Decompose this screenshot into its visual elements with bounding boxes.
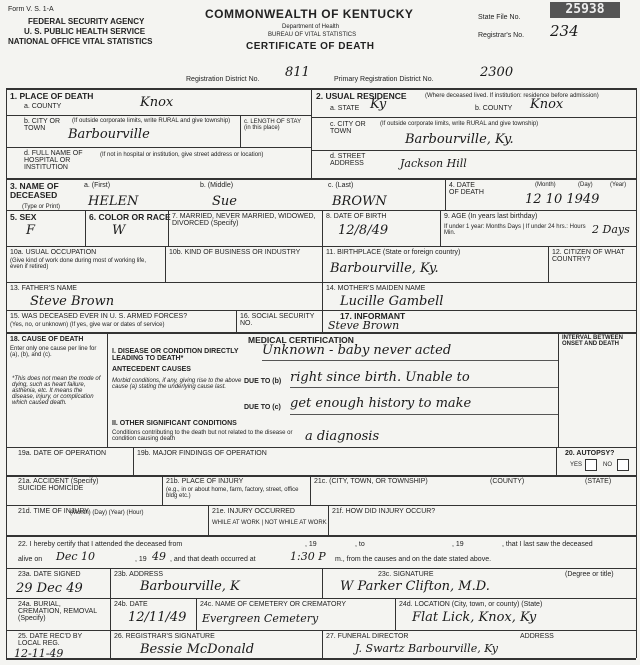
cell-divider [208,505,209,535]
usual-residence-note: (Where deceased lived. If institution: residence before admission) [425,93,599,99]
cause-line-a: Unknown - baby never acted [262,343,452,358]
certify-statement-8: m., from the causes and on the date stated above. [335,556,492,563]
cell-divider [133,447,134,475]
residence-city-note: (If outside corporate limits, write RURAL and give township) [380,121,539,127]
date-received-label: 25. DATE REC'D BY LOCAL REG. [18,633,83,647]
cell-divider [162,475,163,505]
first-name-value: HELEN [88,194,139,209]
cause-of-death-label: 18. CAUSE OF DEATH [10,336,84,343]
age-value: 2 Days [592,223,630,236]
agency-line-2: U. S. PUBLIC HEALTH SERVICE [24,27,146,36]
injury-time-columns: (Month) (Day) (Year) (Hour) [70,510,144,516]
cause-line-c: get enough history to make [290,396,472,411]
cause-disclaimer: *This does not mean the mode of dying, such as heart failure, asthenia, etc. It means the disease, injury, or complication which caused death. [12,376,101,406]
death-city-note: (If outside corporate limits, write RURAL and give township) [72,118,231,124]
injury-occurred-label: 21e. INJURY OCCURRED [212,508,295,515]
section-rule [6,475,636,477]
registrar-number-label: Registrar's No. [478,32,525,39]
dod-month-label: (Month) [535,182,556,188]
state-file-label: State File No. [478,14,521,21]
residence-state-label: a. STATE [330,105,360,112]
autopsy-label: 20. AUTOPSY? [565,450,615,457]
age-sublabel: If under 1 year: Months Days | If under 24 hrs.: Hours Min. [444,224,586,236]
certify-statement-1: 22. I hereby certify that I attended the deceased from [18,541,183,548]
certify-statement-4: , 19 [452,541,464,548]
certify-statement-2: , 19 [305,541,317,548]
antecedent-note: Morbid conditions, if any, giving rise to the above cause (a) stating the underlying cause last. [112,378,242,390]
dod-year-label: (Year) [610,182,627,188]
street-address-value: Jackson Hill [400,157,467,170]
burial-location-value: Flat Lick, Knox, Ky [412,610,537,625]
date-received-value: 12-11-49 [14,647,64,660]
address-label: 23b. ADDRESS [114,571,164,578]
cell-divider [322,568,323,598]
state-title: COMMONWEALTH OF KENTUCKY [205,7,414,21]
cell-divider [196,598,197,630]
signature-label: 23c. SIGNATURE [378,571,434,578]
mother-value: Lucille Gambell [340,294,444,309]
injury-place-note: (e.g., in or about home, farm, factory, street, office bldg etc.) [166,487,299,499]
part-two-note: Conditions contributing to the death but not related to the disease or condition causing death [112,430,293,442]
frame-bottom-rule [6,658,636,660]
dod-day-label: (Day) [578,182,593,188]
cell-divider [328,505,329,535]
date-signed-value: 29 Dec 49 [16,581,83,596]
injury-time-label: 21d. TIME OF INJURY [18,508,89,515]
birthplace-label: 11. BIRTHPLACE (State or foreign country) [326,249,461,256]
frame-top-rule [6,88,636,90]
injury-place-label: 21b. PLACE OF INJURY [166,478,244,485]
bureau-line: BUREAU OF VITAL STATISTICS [268,32,357,38]
death-county-label: a. COUNTY [24,103,62,110]
birthplace-value: Barbourville, Ky. [330,261,439,276]
medical-certification-title: MEDICAL CERTIFICATION [248,335,354,345]
row-rule [6,115,311,116]
cell-divider [322,210,323,246]
write-line [290,414,558,415]
father-value: Steve Brown [30,294,115,309]
registrar-number: 234 [550,22,579,40]
row-rule [311,150,636,151]
certify-statement-6: , 19 [135,556,147,563]
informant-label: 17. INFORMANT [340,311,406,321]
burial-location-label: 24d. LOCATION (City, town, or county) (State) [399,601,543,608]
autopsy-yes-checkbox[interactable] [585,459,597,471]
primary-district-label: Primary Registration District No. [334,76,434,83]
cause-of-death-note: Enter only one cause per line for (a), (b), and (c). [10,346,97,358]
hospital-label: d. FULL NAME OF HOSPITAL OR INSTITUTION [24,150,83,171]
cell-divider [556,447,557,475]
agency-line-3: NATIONAL OFFICE VITAL STATISTICS [8,37,153,46]
frame-right-rule [636,88,637,658]
residence-city-label: c. CITY OR TOWN [330,121,366,135]
cell-divider [110,630,111,658]
ssn-label: 16. SOCIAL SECURITY NO. [240,313,315,327]
row-rule [6,246,636,247]
certificate-title: CERTIFICATE OF DEATH [246,41,375,52]
cell-divider [310,475,311,505]
department-line: Department of Health [282,24,340,30]
alive-on-label: alive on [18,556,43,563]
residence-county-label: b. COUNTY [475,105,513,112]
cell-divider [85,210,86,246]
address-value: Barbourville, K [140,579,240,594]
injury-occurred-options: WHILE AT WORK | NOT WHILE AT WORK [212,520,327,526]
part-two-label: II. OTHER SIGNIFICANT CONDITIONS [112,420,237,427]
interval-divider [558,332,559,447]
alive-on-value: Dec 10 [56,550,95,563]
sex-value: F [26,223,36,238]
file-number-stamp: 25938 [550,2,620,18]
injury-how-label: 21f. HOW DID INJURY OCCUR? [332,508,436,515]
row-rule [6,505,636,506]
date-of-birth-label: 8. DATE OF BIRTH [326,213,387,220]
cell-divider [110,598,111,630]
middle-name-label: b. (Middle) [200,182,234,189]
cemetery-label: 24c. NAME OF CEMETERY OR CREMATORY [200,601,346,608]
length-of-stay-label: c. LENGTH OF STAY (in this place) [244,119,302,131]
usual-residence-label: 2. USUAL RESIDENCE [316,91,407,101]
due-to-c-label: DUE TO (c) [244,404,281,411]
certify-statement-3: , to [355,541,365,548]
date-signed-label: 23a. DATE SIGNED [18,571,81,578]
write-line [262,360,558,361]
cell-divider [165,246,166,282]
residence-county-value: Knox [530,97,564,112]
frame-left-rule [6,88,7,658]
burial-date-label: 24b. DATE [114,601,148,608]
burial-label: 24a. BURIAL, CREMATION, REMOVAL (Specify) [18,601,97,622]
autopsy-no-checkbox[interactable] [617,459,629,471]
street-address-label: d. STREET ADDRESS [330,153,366,167]
injury-county-label: (COUNTY) [490,478,525,485]
age-label: 9. AGE (In years last birthday) [444,213,538,220]
part-one-label: I. DISEASE OR CONDITION DIRECTLY LEADING TO DEATH* [112,348,239,362]
cell-divider [322,246,323,282]
degree-label: (Degree or title) [565,571,614,578]
occupation-note: (Give kind of work done during most of working life, even if retired) [10,258,147,270]
autopsy-yes-label: YES [570,462,583,468]
operation-findings-label: 19b. MAJOR FINDINGS OF OPERATION [137,450,267,457]
deceased-name-label: 3. NAME OF DECEASED [10,181,59,200]
last-name-value: BROWN [332,194,387,209]
cell-divider [445,178,446,210]
cell-divider [322,282,323,310]
date-of-birth-value: 12/8/49 [338,223,389,238]
cell-divider [110,568,111,598]
write-line [290,387,558,388]
section-rule [6,178,636,180]
agency-line-1: FEDERAL SECURITY AGENCY [28,17,145,26]
last-name-label: c. (Last) [328,182,354,189]
certify-statement-5: , that I last saw the deceased [502,541,593,548]
registration-district-no: 811 [285,65,310,80]
row-rule [6,447,636,448]
injury-state-label: (STATE) [585,478,612,485]
cell-divider [236,310,237,332]
citizen-label: 12. CITIZEN OF WHAT COUNTRY? [552,249,625,263]
accident-label: 21a. ACCIDENT (Specify) SUICIDE HOMICIDE [18,478,99,492]
cell-divider [322,310,323,332]
registrar-signature-label: 26. REGISTRAR'S SIGNATURE [114,633,215,640]
deceased-name-note: (Type or Print) [22,204,61,210]
first-name-label: a. (First) [84,182,111,189]
color-value: W [112,223,126,238]
death-hour: 1:30 P [290,550,326,563]
funeral-address-label: ADDRESS [520,633,554,640]
father-label: 13. FATHER'S NAME [10,285,77,292]
color-label: 6. COLOR OR RACE [89,212,171,222]
cell-divider [322,630,323,658]
due-to-b-label: DUE TO (b) [244,378,282,385]
cell-divider [107,332,108,447]
cell-divider [168,210,169,246]
cell-divider [548,246,549,282]
armed-forces-note: (Yes, no, or unknown) (If yes, give war or dates of service) [10,322,165,328]
funeral-director-label: 27. FUNERAL DIRECTOR [326,633,409,640]
armed-forces-label: 15. WAS DECEASED EVER IN U. S. ARMED FORCES? [10,313,188,320]
center-divider [311,88,312,178]
row-rule [6,598,636,599]
industry-label: 10b. KIND OF BUSINESS OR INDUSTRY [169,249,301,256]
form-id: Form V. S. 1-A [8,6,54,13]
row-rule [6,147,311,148]
row-rule [6,210,636,211]
physician-signature: W Parker Clifton, M.D. [340,579,490,594]
marital-status-label: 7. MARRIED, NEVER MARRIED, WIDOWED, DIVORCED (Specify) [172,213,316,227]
residence-state-value: Ky [370,97,387,112]
row-rule [6,630,636,631]
certify-year: 49 [152,550,166,563]
death-city-value: Barbourville [68,127,150,142]
row-rule [311,117,636,118]
registration-district-label: Registration District No. [186,76,260,83]
section-rule [6,332,636,334]
informant-value: Steve Brown [328,319,400,332]
death-city-label: b. CITY OR TOWN [24,118,61,132]
burial-date-value: 12/11/49 [128,610,187,625]
death-county-value: Knox [140,95,174,110]
cause-line-d: a diagnosis [305,429,380,444]
injury-location-label: 21c. (CITY, TOWN, OR TOWNSHIP) [314,478,428,485]
residence-city-value: Barbourville, Ky. [405,132,514,147]
date-of-death-value: 12 10 1949 [525,192,600,207]
autopsy-no-label: NO [603,462,612,468]
section-rule [6,535,636,537]
antecedent-label: ANTECEDENT CAUSES [112,366,191,373]
cell-divider [395,598,396,630]
registrar-signature: Bessie McDonald [140,642,255,657]
cause-line-b: right since birth. Unable to [290,370,470,385]
occupation-label: 10a. USUAL OCCUPATION [10,249,97,256]
date-of-death-label: 4. DATE OF DEATH [449,182,484,196]
row-rule [6,310,636,311]
row-rule [6,568,636,569]
cell-divider [240,115,241,147]
cemetery-value: Evergreen Cemetery [202,612,319,625]
interval-label: INTERVAL BETWEEN ONSET AND DEATH [562,335,624,347]
sex-label: 5. SEX [10,212,37,222]
certify-statement-7: , and that death occurred at [170,556,256,563]
cell-divider [440,210,441,246]
hospital-note: (If not in hospital or institution, give street address or location) [100,152,264,158]
mother-label: 14. MOTHER'S MAIDEN NAME [326,285,426,292]
row-rule [6,282,636,283]
place-of-death-label: 1. PLACE OF DEATH [10,91,94,101]
middle-name-value: Sue [212,194,237,209]
primary-district-no: 2300 [480,65,514,80]
operation-date-label: 19a. DATE OF OPERATION [18,450,107,457]
funeral-director-value: J. Swartz Barbourville, Ky [355,642,498,655]
